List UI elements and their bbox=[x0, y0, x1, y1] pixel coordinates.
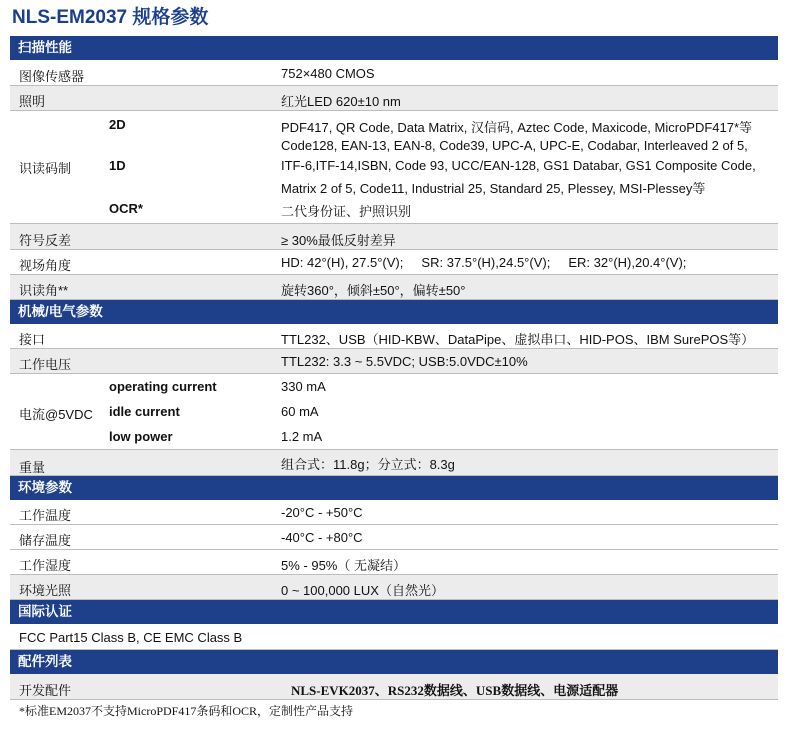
page-title: NLS-EM2037 规格参数 bbox=[12, 7, 209, 28]
row-value: FCC Part15 Class B, CE EMC Class B bbox=[19, 630, 243, 645]
row-label: 接口 bbox=[19, 332, 46, 347]
row-value: 5% - 95%（ 无凝结） bbox=[281, 558, 406, 573]
sub-label-operating: operating current bbox=[109, 379, 217, 394]
value-low-power: 1.2 mA bbox=[281, 429, 323, 444]
value-1d-line: Code128, EAN-13, EAN-8, Code39, UPC-A, UPC-E, Codabar, Interleaved 2 of 5, bbox=[281, 138, 748, 153]
sub-label-ocr: OCR* bbox=[109, 201, 143, 216]
row-value: 红光LED 620±10 nm bbox=[281, 94, 401, 109]
section-header-env: 环境参数 bbox=[10, 476, 778, 500]
sub-label-1d: 1D bbox=[109, 158, 126, 173]
row-value: 752×480 CMOS bbox=[281, 66, 375, 81]
row-contrast bbox=[10, 224, 778, 250]
row-weight bbox=[10, 450, 778, 476]
row-label: 工作电压 bbox=[19, 357, 72, 372]
row-value: -40°C - +80°C bbox=[281, 530, 363, 545]
row-label: 环境光照 bbox=[19, 583, 72, 598]
row-label: 工作湿度 bbox=[19, 558, 72, 573]
row-op-temp bbox=[10, 500, 778, 525]
row-field-of-view bbox=[10, 250, 778, 275]
value-2d: PDF417, QR Code, Data Matrix, 汉信码, Aztec Code, Maxicode, MicroPDF417*等 bbox=[281, 120, 753, 135]
row-value: TTL232、USB（HID-KBW、DataPipe、虚拟串口、HID-POS、IBM SurePOS等） bbox=[281, 332, 755, 347]
row-current bbox=[10, 374, 778, 450]
row-read-angle bbox=[10, 275, 778, 300]
row-label: 储存温度 bbox=[19, 533, 72, 548]
value-idle: 60 mA bbox=[281, 404, 319, 419]
row-illumination bbox=[10, 86, 778, 111]
row-label: 识读码制 bbox=[19, 161, 72, 176]
row-image-sensor bbox=[10, 60, 778, 86]
value-1d-line: Matrix 2 of 5, Code11, Industrial 25, Standard 25, Plessey, MSI-Plessey等 bbox=[281, 181, 706, 196]
sub-label-2d: 2D bbox=[109, 117, 126, 132]
row-interface bbox=[10, 324, 778, 349]
row-value: TTL232: 3.3 ~ 5.5VDC; USB:5.0VDC±10% bbox=[281, 354, 528, 369]
value-ocr: 二代身份证、护照识别 bbox=[281, 204, 412, 219]
row-voltage bbox=[10, 349, 778, 374]
row-symbologies bbox=[10, 111, 778, 224]
row-label: 电流@5VDC bbox=[19, 407, 93, 422]
row-ambient-light bbox=[10, 575, 778, 600]
sub-label-idle: idle current bbox=[109, 404, 180, 419]
row-value: ≥ 30%最低反射差异 bbox=[281, 233, 396, 248]
row-certification bbox=[10, 624, 778, 650]
section-header-accessories: 配件列表 bbox=[10, 650, 778, 674]
row-value: NLS-EVK2037、RS232数据线、USB数据线、电源适配器 bbox=[291, 683, 619, 698]
sub-label-low-power: low power bbox=[109, 429, 173, 444]
row-dev-accessories bbox=[10, 674, 778, 700]
value-operating: 330 mA bbox=[281, 379, 326, 394]
row-storage-temp bbox=[10, 525, 778, 550]
footnote: *标准EM2037不支持MicroPDF417条码和OCR，定制性产品支持 bbox=[19, 704, 354, 718]
row-value: 旋转360°，倾斜±50°，偏转±50° bbox=[281, 283, 466, 298]
row-value: 组合式：11.8g；分立式：8.3g bbox=[281, 457, 455, 472]
row-value: HD: 42°(H), 27.5°(V); SR: 37.5°(H),24.5°(V); ER: 32°(H),20.4°(V); bbox=[281, 255, 687, 270]
row-label: 视场角度 bbox=[19, 258, 72, 273]
section-header-scan: 扫描性能 bbox=[10, 36, 778, 60]
row-label: 符号反差 bbox=[19, 233, 72, 248]
row-label: 重量 bbox=[19, 460, 46, 475]
section-header-cert: 国际认证 bbox=[10, 600, 778, 624]
value-1d-line: ITF-6,ITF-14,ISBN, Code 93, UCC/EAN-128, GS1 Databar, GS1 Composite Code, bbox=[281, 158, 756, 173]
row-humidity bbox=[10, 550, 778, 575]
row-label: 识读角** bbox=[19, 283, 69, 298]
row-label: 开发配件 bbox=[19, 683, 72, 698]
row-value: 0 ~ 100,000 LUX（自然光） bbox=[281, 583, 444, 598]
row-label: 照明 bbox=[19, 94, 46, 109]
row-label: 工作温度 bbox=[19, 508, 72, 523]
row-value: -20°C - +50°C bbox=[281, 505, 363, 520]
row-label: 图像传感器 bbox=[19, 69, 85, 84]
section-header-mech: 机械/电气参数 bbox=[10, 300, 778, 324]
